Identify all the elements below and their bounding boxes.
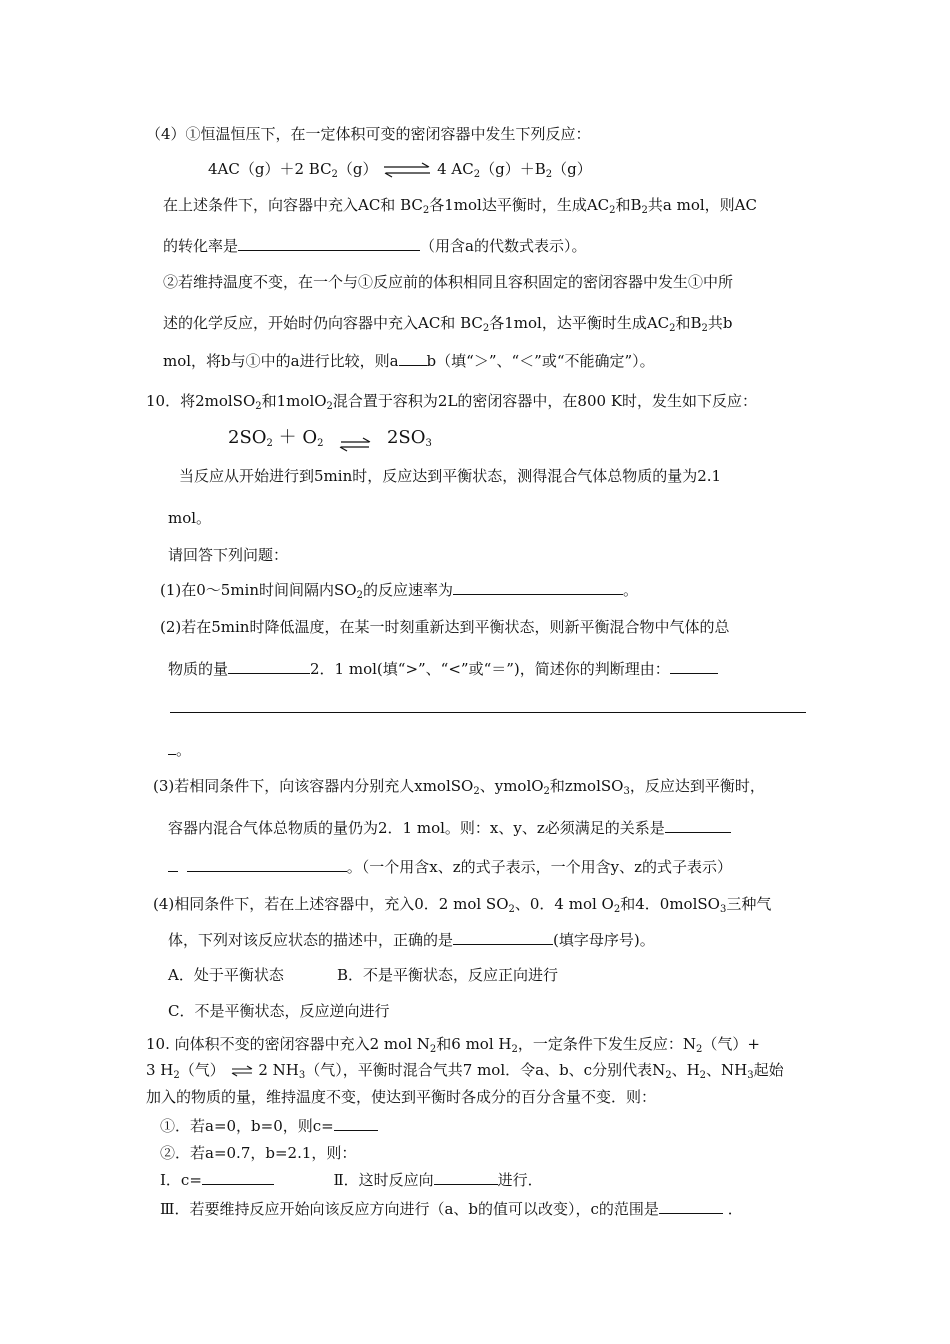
q10a-sub2-line4: 。 bbox=[168, 740, 191, 760]
equilibrium-arrow-icon bbox=[230, 1065, 254, 1077]
answer-blank-c2[interactable] bbox=[202, 1170, 274, 1185]
q4-part1-intro: （4）①恒温恒压下，在一定体积可变的密闭容器中发生下列反应： bbox=[146, 125, 591, 143]
answer-blank-direction[interactable] bbox=[434, 1170, 498, 1185]
q10b-item1: ①．若a=0，b=0，则c= bbox=[160, 1116, 378, 1136]
q4-part2-line1: ②若维持温度不变，在一个与①反应前的体积相同且容积固定的密闭容器中发生①中所 bbox=[163, 273, 734, 291]
answer-blank-total-moles[interactable] bbox=[228, 659, 310, 674]
q10a-sub3-line1: (3)若相同条件下，向该容器内分别充人xmolSO$_2$、ymolO$_2$和zmolSO$_3$，反应达到平衡时， bbox=[153, 777, 765, 797]
q10b-line3: 加入的物质的量，维持温度不变，使达到平衡时各成分的百分含量不变．则： bbox=[146, 1088, 657, 1106]
q10b-item2: ②．若a=0.7，b=2.1，则： bbox=[160, 1144, 357, 1162]
q10a-prompt: 请回答下列问题： bbox=[168, 546, 289, 564]
q10b-line2: 3 $H_2$（气） 2 $NH_3$（气），平衡时混合气共7 mol．令a、b、c分别代表$N_2$、$H_2$、$NH_3$起始 bbox=[146, 1061, 784, 1081]
answer-blank-reason-line[interactable] bbox=[170, 712, 806, 713]
equilibrium-arrow-icon bbox=[382, 162, 432, 178]
q10a-sub4-line1: (4)相同条件下，若在上述容器中，充入0．2 mol $SO_2$、0．4 mol $O_2$和4．0molSO$_3$三种气 bbox=[153, 895, 772, 915]
q10a-sub2-line1: (2)若在5min时降低温度，在某一时刻重新达到平衡状态，则新平衡混合物中气体的总 bbox=[160, 618, 730, 636]
q4-equation: 4AC（g）＋2 $BC_2(g)$ 4 $AC_2(g)+B_2(g)$ bbox=[208, 160, 592, 180]
answer-blank-rate[interactable] bbox=[453, 580, 623, 595]
answer-blank-c-range[interactable] bbox=[659, 1199, 723, 1214]
answer-blank-compare[interactable] bbox=[399, 351, 427, 366]
answer-blank-c1[interactable] bbox=[334, 1116, 378, 1131]
q4-part2-line2: 述的化学反应，开始时仍向容器中充入AC和 $BC_2$各1mol，达平衡时生成$AC_2$和$B_2$共b bbox=[163, 314, 733, 334]
q4-part2-line3: mol，将b与①中的a进行比较，则a b（填“＞”、“＜”或“不能确定”）。 bbox=[163, 352, 655, 370]
q10b-line1: 10. 向体积不变的密闭容器中充入2 mol $N_2$和6 mol $H_2$，一定条件下发生反应：$N_2$（气）+ bbox=[146, 1035, 760, 1055]
q10a-sub4-line2: 体，下列对该反应状态的描述中，正确的是 (填字母序号)。 bbox=[168, 931, 655, 949]
answer-blank-conversion-rate[interactable] bbox=[238, 236, 420, 251]
q10a-sub3-line3: 。（一个用含x、z的式子表示，一个用含y、z的式子表示） bbox=[168, 857, 732, 877]
q10a-description-line1: 当反应从开始进行到5min时，反应达到平衡状态，测得混合气体总物质的量为2.1 bbox=[179, 467, 722, 485]
q10b-item3: Ⅰ．c= Ⅱ．这时反应向 进行． bbox=[160, 1171, 543, 1189]
equilibrium-arrow-icon bbox=[335, 427, 375, 453]
q10a-sub2-line2: 物质的量 2．1 mol(填“>”、“<”或“＝”)，简述你的判断理由： bbox=[168, 659, 718, 679]
answer-blank-state[interactable] bbox=[453, 930, 553, 945]
answer-blank-reason-end[interactable] bbox=[168, 740, 176, 755]
q4-part1-line1: 在上述条件下，向容器中充入AC和 $BC_2$各1mol达平衡时，生成$AC_2$和$B_2$共a mol，则AC bbox=[163, 196, 757, 216]
answer-blank-reason-start[interactable] bbox=[670, 659, 718, 674]
q10a-description-line2: mol。 bbox=[168, 509, 212, 527]
q10a-equation: $2SO_2 + O_2$ $2SO_3$ bbox=[228, 427, 432, 453]
q10a-intro: 10．将2molSO$_2$和1molO$_2$混合置于容积为2L的密闭容器中，在800 K时，发生如下反应： bbox=[146, 392, 758, 412]
answer-blank-relation-1-end[interactable] bbox=[168, 857, 178, 872]
answer-blank-relation-2[interactable] bbox=[187, 857, 347, 872]
q10a-sub3-line2: 容器内混合气体总物质的量仍为2．1 mol。则：x、y、z必须满足的关系是 bbox=[168, 818, 731, 838]
q4-part1-line2: 的转化率是 （用含a的代数式表示）。 bbox=[163, 237, 587, 255]
answer-blank-relation-1[interactable] bbox=[665, 818, 731, 833]
q10a-sub1: (1)在0～5min时间间隔内$SO_2$的反应速率为 。 bbox=[160, 581, 638, 601]
q10a-option-c: C．不是平衡状态，反应逆向进行 bbox=[168, 1002, 390, 1020]
q10a-option-a: A．处于平衡状态 bbox=[168, 966, 284, 984]
q10a-option-b: B．不是平衡状态，反应正向进行 bbox=[337, 966, 559, 984]
q10b-item4: Ⅲ．若要维持反应开始向该反应方向进行（a、b的值可以改变），c的范围是 ． bbox=[160, 1200, 743, 1218]
